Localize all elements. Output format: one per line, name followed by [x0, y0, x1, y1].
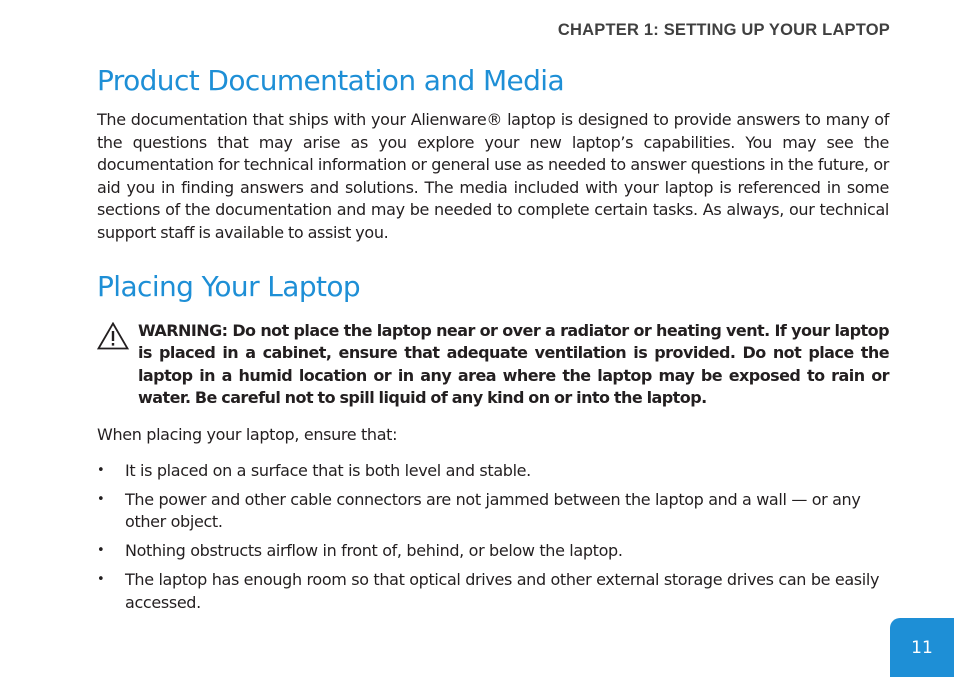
- warning-triangle-icon: [97, 322, 129, 350]
- list-item-text: Nothing obstructs airflow in front of, behind, or below the laptop.: [125, 541, 623, 561]
- placement-checklist: [97, 460, 889, 615]
- list-item-text: It is placed on a surface that is both level and stable.: [125, 460, 531, 480]
- list-item-text: The power and other cable connectors are not jammed between the laptop and a wall — or any other object.: [125, 489, 861, 532]
- page-number-tab: [890, 618, 954, 677]
- page-number: 11: [911, 637, 933, 658]
- section-title-product-documentation: Product Documentation and Media: [97, 64, 565, 97]
- list-item: • The laptop has enough room so that optical drives and other external storage drives can be easily accessed.: [97, 570, 880, 612]
- page-content: [97, 62, 889, 621]
- placement-intro: When placing your laptop, ensure that:: [97, 424, 398, 444]
- section-title-placing-laptop: Placing Your Laptop: [97, 269, 361, 303]
- documentation-paragraph: The documentation that ships with your Alienware® laptop is designed to provide answers to many of the questions that may arise as you explore your new laptop’s capabilities. You may see the documentation for technical information or general use as needed to answer questions in the future, or aid you in finding answers and solutions. The media included with your laptop is referenced in some sections of the documentation and may be needed to complete certain tasks. As always, our technical support staff is available to assist you.: [97, 110, 889, 242]
- chapter-header: CHAPTER 1: SETTING UP YOUR LAPTOP: [557, 21, 890, 39]
- list-item-text: The laptop has enough room so that optical drives and other external storage drives can be easily accessed.: [125, 570, 880, 612]
- list-item: • Nothing obstructs airflow in front of, behind, or below the laptop.: [97, 541, 623, 561]
- list-item: • The power and other cable connectors are not jammed between the laptop and a wall — or any other object.: [97, 489, 861, 532]
- warning-text: WARNING: Do not place the laptop near or over a radiator or heating vent. If your laptop is placed in a cabinet, ensure that adequate ventilation is provided. Do not place the laptop in a humid location or in any area where the laptop may be exposed to rain or water. Be careful not to spill liquid of any kind on or into the laptop.: [138, 320, 889, 408]
- list-item: • It is placed on a surface that is both level and stable.: [97, 460, 531, 480]
- warning-block: [97, 320, 889, 410]
